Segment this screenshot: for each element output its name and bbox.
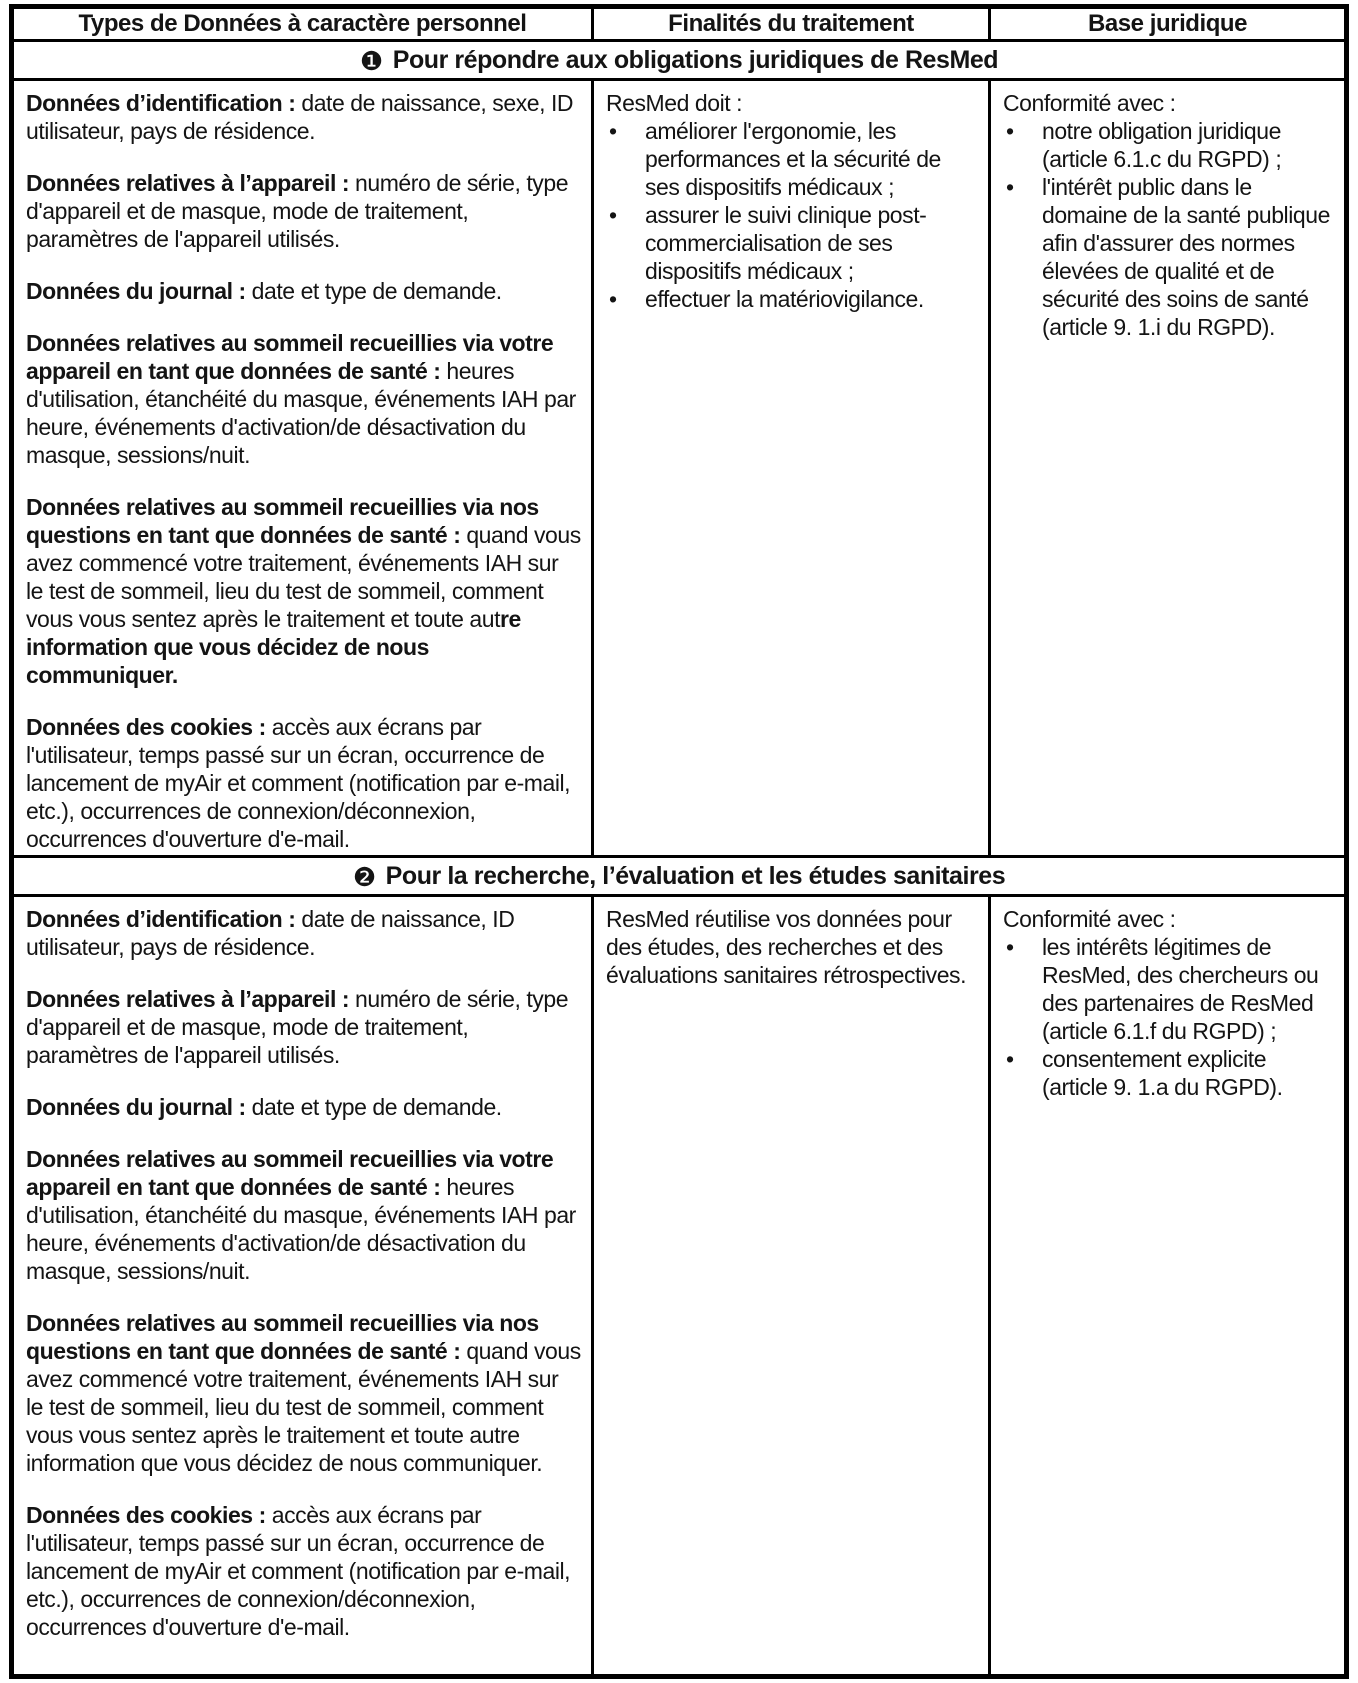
paragraph: Données relatives au sommeil recueillies via nos questions en tant que données de santé : quand vous avez commencé votre traitement, événements IAH sur le test de sommeil, lieu du test de sommeil, comment vous vous sentez après le traitement et toute autre information que vous décidez de nous communiquer.	[26, 494, 581, 688]
paragraph: Données relatives au sommeil recueillies via nos questions en tant que données de santé : quand vous avez commencé votre traitement, événements IAH sur le test de sommeil, lieu du test de sommeil, comment vous vous sentez après le traitement et toute autre information que vous décidez de nous communiquer.	[26, 1310, 581, 1476]
paragraph: Données relatives à l’appareil : numéro de série, type d'appareil et de masque, mode de traitement, paramètres de l'appareil utilisés.	[26, 986, 569, 1068]
list-item-text: améliorer l'ergonomie, les performances et la sécurité de ses dispositifs médicaux ;	[645, 118, 941, 200]
list-intro: Conformité avec :	[1003, 90, 1176, 116]
section-1-data-types-cell	[14, 81, 591, 855]
list-item	[606, 201, 978, 285]
column-header-purposes: Finalités du traitement	[591, 9, 988, 39]
section-2-number-icon: ❷	[352, 862, 376, 892]
bullet-icon: •	[609, 202, 617, 228]
personal-data-table	[9, 4, 1349, 1679]
list-intro: ResMed doit :	[606, 90, 743, 116]
section-1-purposes-cell	[591, 81, 988, 855]
paragraph: Données relatives au sommeil recueillies via votre appareil en tant que données de santé : heures d'utilisation, étanchéité du masque, événements IAH par heure, événements d'activation/de désactivation du masque, sessions/nuit.	[26, 330, 576, 468]
list-intro: ResMed réutilise vos données pour des études, des recherches et des évaluations sanitaires rétrospectives.	[606, 906, 967, 988]
paragraph: Données du journal : date et type de demande.	[26, 1094, 502, 1120]
section-1-row	[14, 81, 1344, 855]
list-intro: Conformité avec :	[1003, 906, 1176, 932]
list-item-text: assurer le suivi clinique post-commercialisation de ses dispositifs médicaux ;	[645, 202, 927, 284]
section-1-legal-basis-cell	[988, 81, 1344, 855]
section-2-title: Pour la recherche, l’évaluation et les études sanitaires	[385, 862, 1006, 890]
paragraph: Données d’identification : date de naissance, sexe, ID utilisateur, pays de résidence.	[26, 90, 574, 144]
list-item	[1003, 933, 1334, 1045]
list-item	[1003, 1045, 1334, 1101]
table-header-row	[14, 9, 1344, 39]
paragraph: Données d’identification : date de naissance, ID utilisateur, pays de résidence.	[26, 906, 515, 960]
bullet-icon: •	[609, 118, 617, 144]
bullet-icon: •	[609, 286, 617, 312]
list-item-text: effectuer la matériovigilance.	[645, 286, 924, 312]
paragraph: Données des cookies : accès aux écrans par l'utilisateur, temps passé sur un écran, occurrence de lancement de myAir et comment (notification par e-mail, etc.), occurrences de connexion/déconnexion, occurrences d'ouverture d'e-mail.	[26, 714, 571, 852]
bullet-icon: •	[1006, 118, 1014, 144]
paragraph: Données relatives à l’appareil : numéro de série, type d'appareil et de masque, mode de traitement, paramètres de l'appareil utilisés.	[26, 170, 569, 252]
list-item	[606, 117, 978, 201]
bullet-icon: •	[1006, 174, 1014, 200]
paragraph: Données relatives au sommeil recueillies via votre appareil en tant que données de santé : heures d'utilisation, étanchéité du masque, événements IAH par heure, événements d'activation/de désactivation du masque, sessions/nuit.	[26, 1146, 576, 1284]
list-item-text: les intérêts légitimes de ResMed, des chercheurs ou des partenaires de ResMed (article 6.1.f du RGPD) ;	[1042, 934, 1319, 1044]
column-header-legal-basis: Base juridique	[988, 9, 1344, 39]
section-2-data-types-cell	[14, 897, 591, 1674]
section-1-header	[14, 39, 1344, 81]
bullet-icon: •	[1006, 1046, 1014, 1072]
section-2-legal-basis-cell	[988, 897, 1344, 1674]
section-2-row	[14, 897, 1344, 1674]
list-item-text: l'intérêt public dans le domaine de la santé publique afin d'assurer des normes élevées de qualité et de sécurité des soins de santé (article 9. 1.i du RGPD).	[1042, 174, 1330, 340]
paragraph: Données du journal : date et type de demande.	[26, 278, 502, 304]
list-item-text: notre obligation juridique (article 6.1.c du RGPD) ;	[1042, 118, 1282, 172]
section-2-purposes-cell	[591, 897, 988, 1674]
list-item	[606, 285, 978, 313]
list-item	[1003, 173, 1334, 341]
bullet-icon: •	[1006, 934, 1014, 960]
section-2-header	[14, 855, 1344, 897]
section-1-title: Pour répondre aux obligations juridiques de ResMed	[392, 46, 999, 74]
list-item	[1003, 117, 1334, 173]
paragraph: Données des cookies : accès aux écrans par l'utilisateur, temps passé sur un écran, occurrence de lancement de myAir et comment (notification par e-mail, etc.), occurrences de connexion/déconnexion, occurrences d'ouverture d'e-mail.	[26, 1502, 571, 1640]
list-item-text: consentement explicite (article 9. 1.a du RGPD).	[1042, 1046, 1283, 1100]
column-header-data-types: Types de Données à caractère personnel	[78, 10, 527, 37]
section-1-number-icon: ❶	[359, 46, 383, 76]
